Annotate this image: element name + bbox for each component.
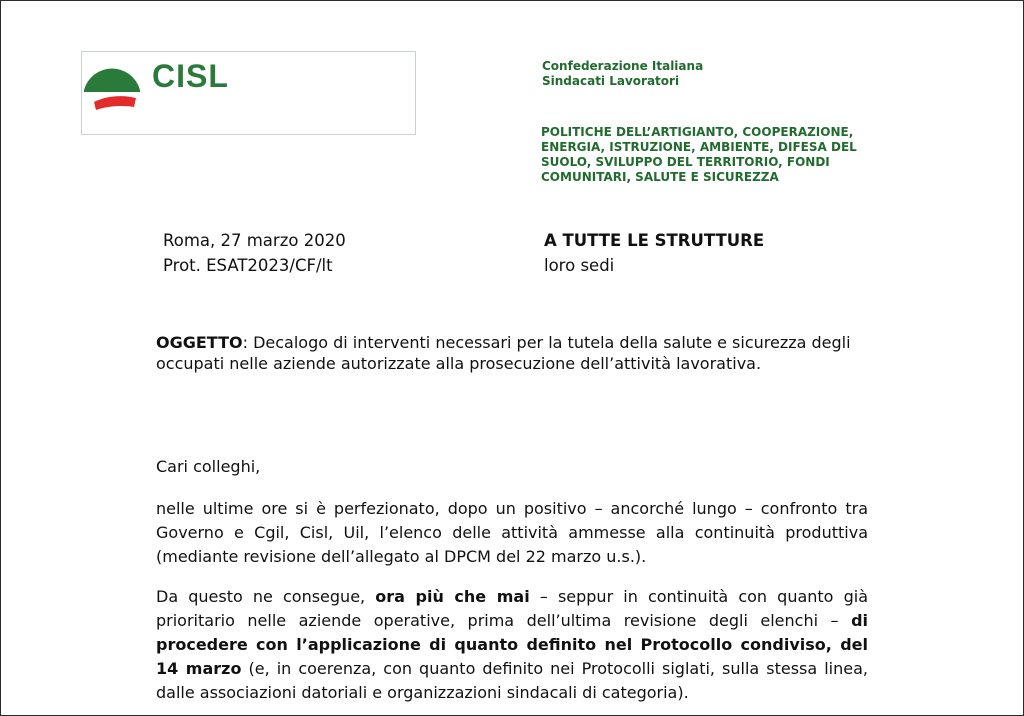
department-line: COMUNITARI, SALUTE E SICUREZZA (541, 170, 779, 184)
recipient-sub: loro sedi (544, 256, 615, 275)
logo-wordmark: CISL (152, 58, 229, 94)
protocol-number: Prot. ESAT2023/CF/lt (163, 256, 333, 275)
cisl-emblem-icon (82, 52, 144, 114)
paragraph-text: Da questo ne consegue, (156, 587, 376, 606)
department-name (541, 125, 881, 185)
cisl-logo (81, 51, 416, 135)
subject-text: : Decalogo di interventi necessari per la tutela della salute e sicurezza degli occupati nelle aziende autorizzate alla prosecuzione dell’attività lavorativa. (156, 333, 851, 373)
org-line: Sindacati Lavoratori (542, 74, 680, 88)
greeting: Cari colleghi, (156, 457, 261, 476)
body-paragraph: nelle ultime ore si è perfezionato, dopo un positivo – ancorché lungo – confronto tra Governo e Cgil, Cisl, Uil, l’elenco delle attività ammesse alla continuità produttiva (mediante revisione dell’allegato al DPCM del 22 marzo u.s.). (156, 499, 868, 566)
emphasis-text: ora più che mai (375, 587, 530, 606)
paragraph-text: – seppur in continuità con quanto già prioritario nelle aziende operative, prima dell’ultima revisione degli elenchi – (156, 587, 868, 630)
department-line: ENERGIA, ISTRUZIONE, AMBIENTE, DIFESA DEL (541, 140, 857, 154)
recipient: A TUTTE LE STRUTTURE (544, 231, 765, 250)
place-date: Roma, 27 marzo 2020 (163, 231, 346, 250)
subject-line (156, 332, 876, 374)
org-line: Confederazione Italiana (542, 59, 704, 73)
paragraph-text: (e, in coerenza, con quanto definito nei Protocolli siglati, sulla stessa linea, dalle associazioni datoriali e organizzazioni sindacali di categoria). (156, 659, 868, 702)
department-line: SUOLO, SVILUPPO DEL TERRITORIO, FONDI (541, 155, 830, 169)
emphasis-text: di procedere con l’applicazione di quanto definito nel Protocollo condiviso, del 14 marzo (156, 611, 868, 678)
subject-label: OGGETTO (156, 333, 243, 352)
body-paragraph (156, 585, 868, 705)
place-date-block (163, 228, 346, 278)
recipient-block (544, 228, 764, 278)
organization-name (542, 59, 703, 89)
department-line: POLITICHE DELL’ARTIGIANTO, COOPERAZIONE, (541, 125, 854, 139)
